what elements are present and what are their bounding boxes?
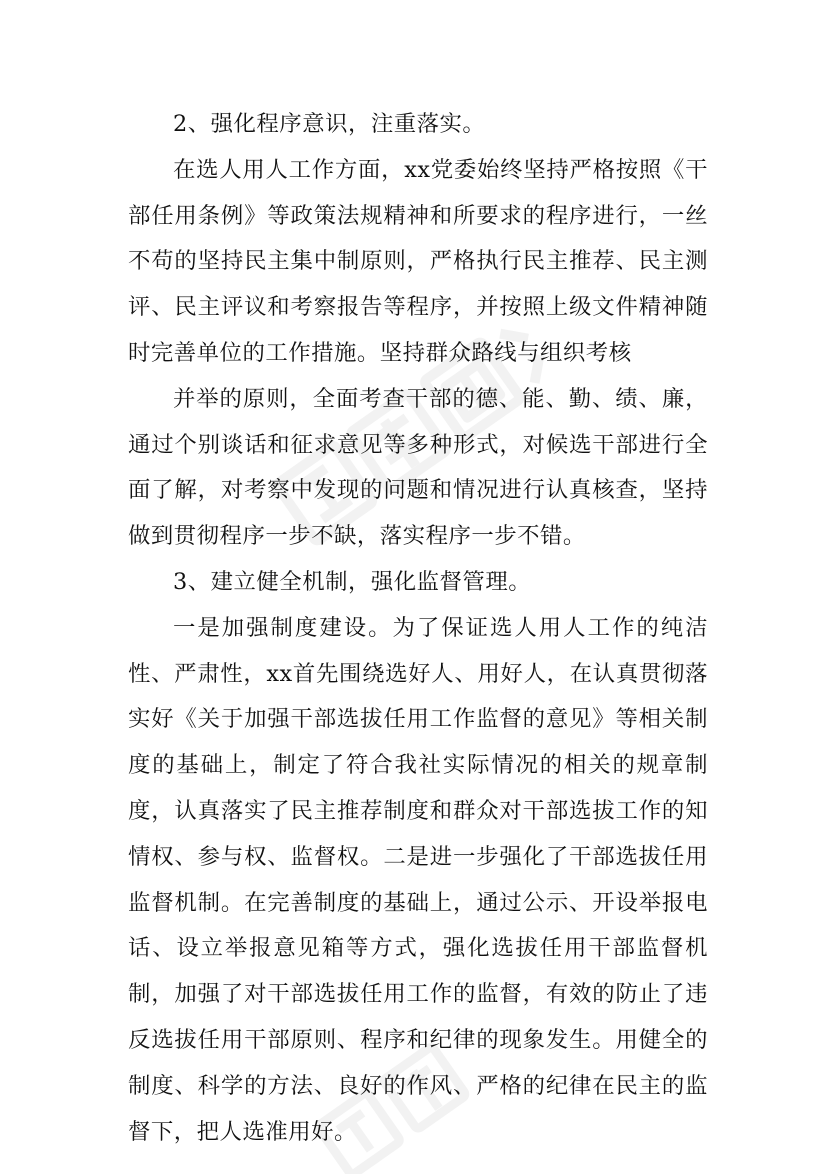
section-heading-3: 3、建立健全机制，强化监督管理。 — [173, 568, 532, 595]
document-body — [128, 102, 708, 1155]
paragraph-supervision-mechanism: 一是加强制度建设。为了保证选人用人工作的纯洁性、严肃性，xx首先围绕选好人、用好人，在认真贯彻落实好《关于加强干部选拔任用工作监督的意见》等相关制度的基础上，制定了符合我社实际情况的相关的规章制度，认真落实了民主推荐制度和群众对干部选拔工作的知情权、参与权、监督权。二是进一步强化了干部选拔任用监督机制。在完善制度的基础上，通过公示、开设举报电话、设立举报意见箱等方式，强化选拔任用干部监督机制，加强了对干部选拔任用工作的监督，有效的防止了违反选拔任用干部原则、程序和纪律的现象发生。用健全的制度、科学的方法、良好的作风、严格的纪律在民主的监督下，把人选准用好。 — [128, 614, 708, 1145]
paragraph-comprehensive-review: 并举的原则，全面考查干部的德、能、勤、绩、廉，通过个别谈话和征求意见等多种形式，对候选干部进行全面了解，对考察中发现的问题和情况进行认真核查，坚持做到贯彻程序一步不缺，落实程序一步不错。 — [128, 385, 708, 550]
section-heading-2: 2、强化程序意识，注重落实。 — [173, 111, 486, 137]
paragraph-selection-procedure: 在选人用人工作方面，xx党委始终坚持严格按照《干部任用条例》等政策法规精神和所要求的程序进行，一丝不苟的坚持民主集中制原则，严格执行民主推荐、民主测评、民主评议和考察报告等程序，并按照上级文件精神随时完善单位的工作措施。坚持群众路线与组织考核 — [128, 156, 708, 366]
